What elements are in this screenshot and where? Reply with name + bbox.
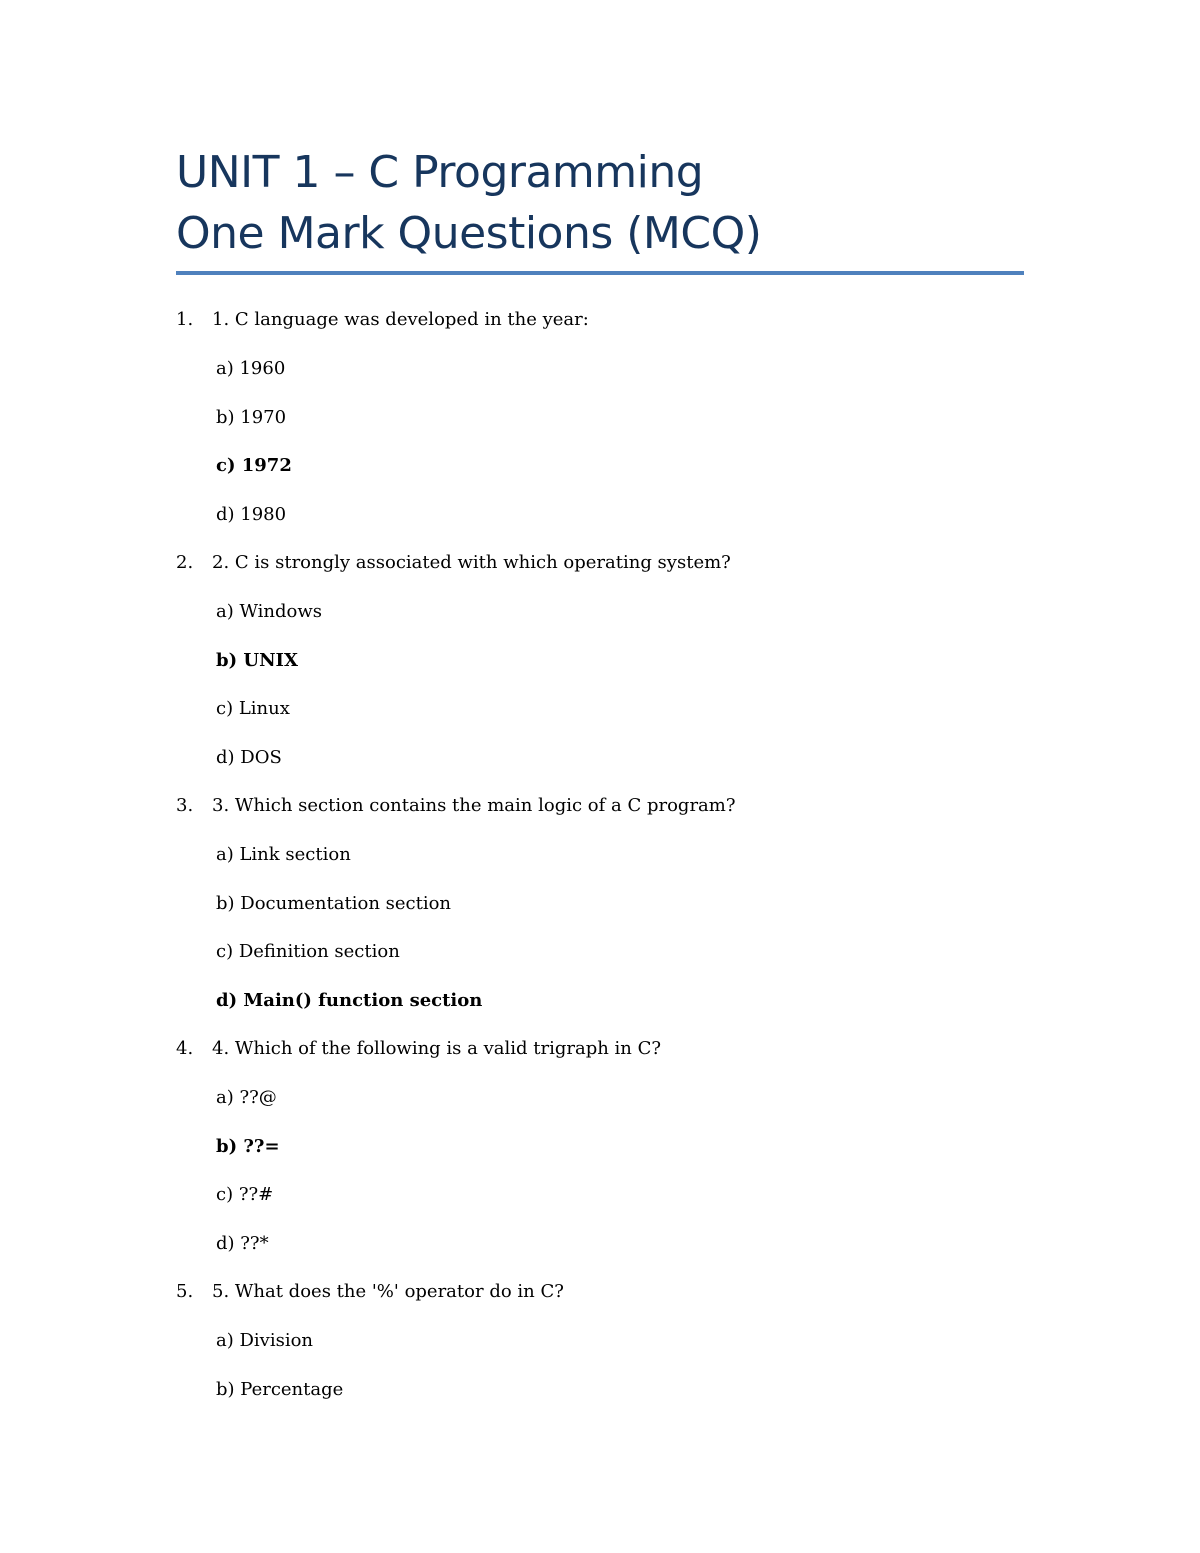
question-list	[176, 300, 1024, 1418]
answer-option	[176, 738, 1024, 787]
answer-option	[176, 932, 1024, 981]
question-number: 4.	[176, 1038, 194, 1059]
answer-option	[176, 349, 1024, 398]
option-text: c) ??#	[216, 1184, 274, 1205]
option-text: a) Link section	[216, 844, 351, 865]
option-text: b) Percentage	[216, 1378, 344, 1400]
question-item	[176, 1272, 1024, 1418]
question-text: 1. C language was developed in the year:	[212, 309, 589, 330]
answer-option	[176, 495, 1024, 544]
title-line-1: UNIT 1 – C Programming	[176, 147, 704, 198]
option-text: a) ??@	[216, 1087, 277, 1108]
question-item	[176, 543, 1024, 786]
question-stem	[176, 1272, 1024, 1321]
correct-answer-option	[176, 641, 1024, 690]
question-item	[176, 300, 1024, 543]
title-line-2: One Mark Questions (MCQ)	[176, 208, 762, 259]
question-stem	[176, 786, 1024, 835]
option-text: b) Documentation section	[216, 892, 452, 914]
option-text: c) Linux	[216, 698, 290, 719]
correct-answer-option	[176, 1127, 1024, 1176]
answer-option	[176, 884, 1024, 933]
option-text: a) 1960	[216, 358, 286, 379]
question-stem	[176, 543, 1024, 592]
option-text: b) ??=	[216, 1135, 280, 1157]
correct-answer-option	[176, 981, 1024, 1030]
answer-option	[176, 689, 1024, 738]
answer-option	[176, 1370, 1024, 1419]
page-title	[176, 142, 1024, 264]
option-text: b) UNIX	[216, 649, 298, 671]
option-text: d) ??*	[216, 1232, 269, 1254]
correct-answer-option	[176, 446, 1024, 495]
question-text: 2. C is strongly associated with which operating system?	[212, 552, 731, 573]
question-item	[176, 1029, 1024, 1272]
option-text: c) Definition section	[216, 941, 400, 962]
question-number: 2.	[176, 552, 194, 573]
answer-option	[176, 592, 1024, 641]
answer-option	[176, 1224, 1024, 1273]
question-stem	[176, 300, 1024, 349]
question-stem	[176, 1029, 1024, 1078]
option-text: b) 1970	[216, 406, 287, 428]
answer-option	[176, 1175, 1024, 1224]
question-number: 3.	[176, 795, 194, 816]
option-text: c) 1972	[216, 455, 292, 476]
question-text: 3. Which section contains the main logic of a C program?	[212, 795, 736, 816]
question-text: 4. Which of the following is a valid trigraph in C?	[212, 1038, 662, 1059]
question-text: 5. What does the '%' operator do in C?	[212, 1281, 564, 1302]
answer-option	[176, 1078, 1024, 1127]
answer-option	[176, 835, 1024, 884]
option-text: a) Windows	[216, 601, 323, 622]
option-text: d) Main() function section	[216, 989, 483, 1011]
answer-option	[176, 1321, 1024, 1370]
option-text: a) Division	[216, 1330, 314, 1351]
title-underline-divider	[176, 271, 1024, 275]
option-text: d) 1980	[216, 503, 287, 525]
question-number: 5.	[176, 1281, 194, 1302]
option-text: d) DOS	[216, 746, 282, 768]
answer-option	[176, 398, 1024, 447]
question-number: 1.	[176, 309, 194, 330]
question-item	[176, 786, 1024, 1029]
